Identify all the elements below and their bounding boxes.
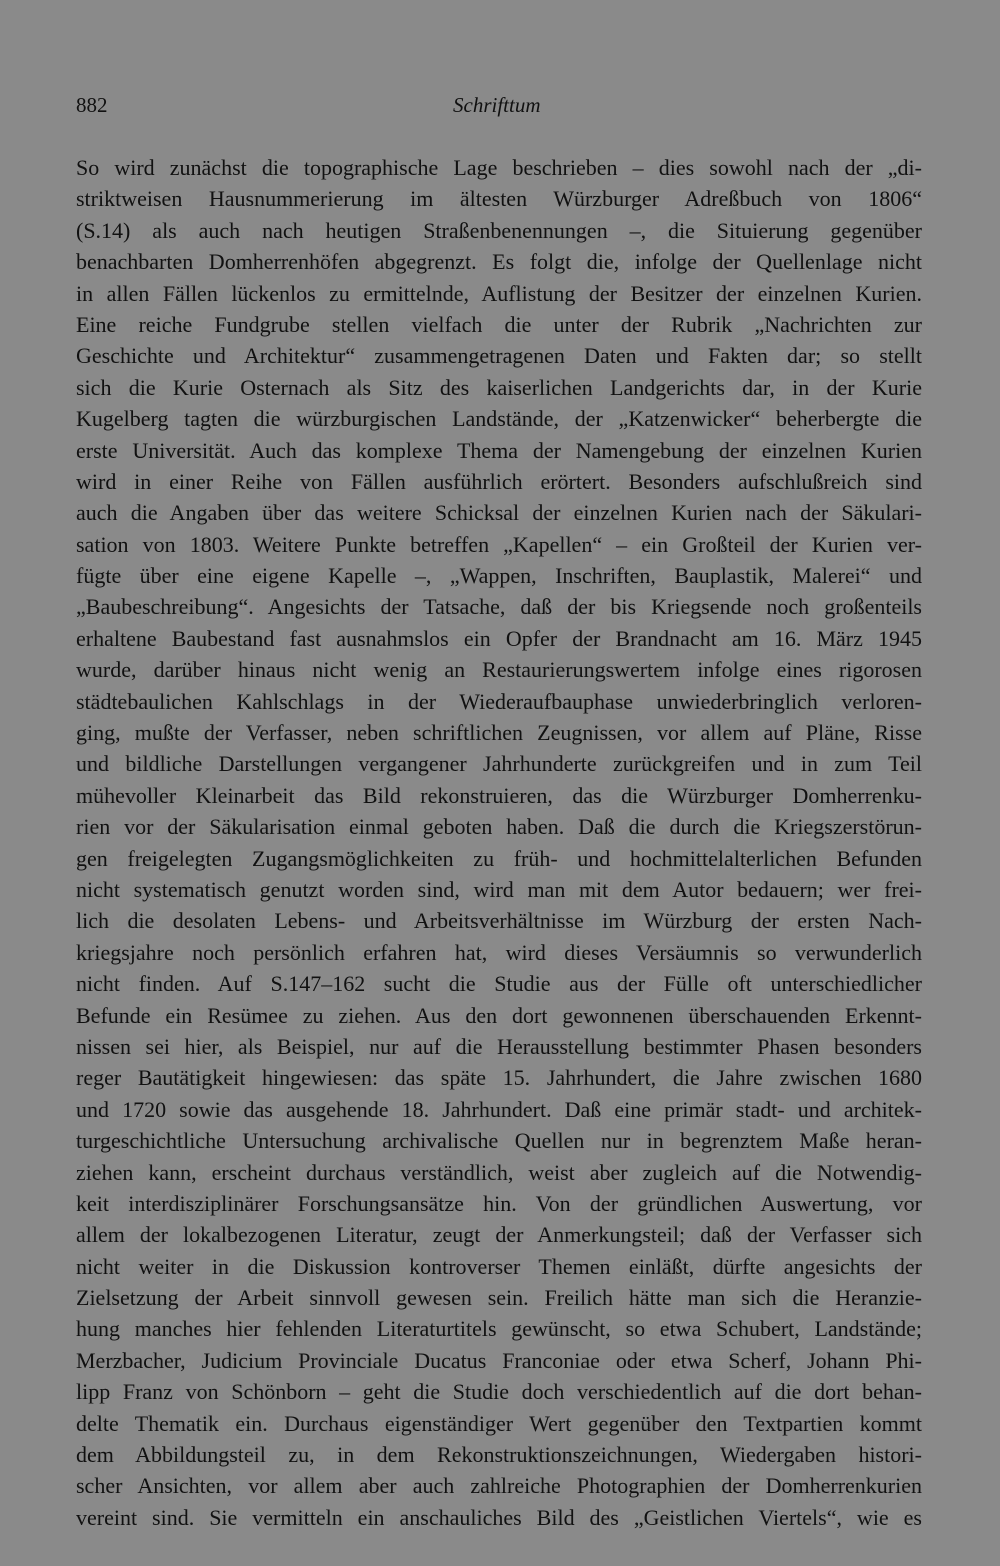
- text-line: allem der lokalbezogenen Literatur, zeugt der Anmerkungsteil; daß der Verfasser sich: [76, 1222, 922, 1248]
- text-line: Merzbacher, Judicium Provinciale Ducatus Franconiae oder etwa Scherf, Johann Phi-: [76, 1347, 922, 1373]
- text-line: Geschichte und Architektur“ zusammengetragenen Daten und Fakten dar; so stellt: [76, 343, 922, 369]
- text-line: auch die Angaben über das weitere Schicksal der einzelnen Kurien nach der Säkulari-: [76, 500, 922, 526]
- text-line: striktweisen Hausnummerierung im ältesten Würzburger Adreßbuch von 1806“: [76, 186, 922, 212]
- text-line: gen freigelegten Zugangsmöglichkeiten zu früh- und hochmittelalterlichen Befunden: [76, 845, 922, 871]
- text-line: Zielsetzung der Arbeit sinnvoll gewesen sein. Freilich hätte man sich die Heranzie-: [76, 1285, 922, 1311]
- text-line: delte Thematik ein. Durchaus eigenständiger Wert gegenüber den Textpartien kommt: [76, 1410, 922, 1436]
- text-line: ging, mußte der Verfasser, neben schriftlichen Zeugnissen, vor allem auf Pläne, Risse: [76, 720, 922, 746]
- text-line: scher Ansichten, vor allem aber auch zahlreiche Photographien der Domherrenkurien: [76, 1473, 922, 1499]
- text-line: dem Abbildungsteil zu, in dem Rekonstruktionszeichnungen, Wiedergaben histori-: [76, 1442, 922, 1468]
- text-line: erste Universität. Auch das komplexe Thema der Namengebung der einzelnen Kurien: [76, 437, 922, 463]
- text-line: ziehen kann, erscheint durchaus verständlich, weist aber zugleich auf die Notwendig-: [76, 1159, 922, 1185]
- text-line: keit interdisziplinärer Forschungsansätze hin. Von der gründlichen Auswertung, vor: [76, 1190, 922, 1216]
- text-line: lipp Franz von Schönborn – geht die Studie doch verschiedentlich auf die dort behan-: [76, 1379, 922, 1405]
- text-line: und 1720 sowie das ausgehende 18. Jahrhundert. Daß eine primär stadt- und architek-: [76, 1096, 922, 1122]
- page-number: 882: [76, 93, 108, 117]
- text-line: nicht finden. Auf S.147–162 sucht die Studie aus der Fülle oft unterschiedlicher: [76, 971, 922, 997]
- text-line: erhaltene Baubestand fast ausnahmslos ein Opfer der Brandnacht am 16. März 1945: [76, 625, 922, 651]
- text-line: (S.14) als auch nach heutigen Straßenbenennungen –, die Situierung gegenüber: [76, 217, 922, 243]
- text-line: kriegsjahre noch persönlich erfahren hat, wird dieses Versäumnis so verwunderlich: [76, 939, 922, 965]
- text-line: in allen Fällen lückenlos zu ermittelnde, Auflistung der Besitzer der einzelnen Kurien.: [76, 280, 922, 306]
- text-line: wird in einer Reihe von Fällen ausführlich erörtert. Besonders aufschlußreich sind: [76, 468, 922, 494]
- text-line: „Baubeschreibung“. Angesichts der Tatsache, daß der bis Kriegsende noch großenteils: [76, 594, 922, 620]
- text-line: sation von 1803. Weitere Punkte betreffen „Kapellen“ – ein Großteil der Kurien ver-: [76, 531, 922, 557]
- text-line: städtebaulichen Kahlschlags in der Wiederaufbauphase unwiederbringlich verloren-: [76, 688, 922, 714]
- text-line: So wird zunächst die topographische Lage beschrieben – dies sowohl nach der „di-: [76, 155, 922, 180]
- text-line: Befunde ein Resümee zu ziehen. Aus den dort gewonnenen überschauenden Erkennt-: [76, 1002, 922, 1028]
- text-line: nicht weiter in die Diskussion kontroverser Themen einläßt, dürfte angesichts der: [76, 1253, 922, 1279]
- text-line: und bildliche Darstellungen vergangener Jahrhunderte zurückgreifen und in zum Teil: [76, 751, 922, 777]
- running-title: Schrifttum: [453, 93, 541, 117]
- text-line: nicht systematisch genutzt worden sind, wird man mit dem Autor bedauern; wer frei-: [76, 876, 922, 902]
- body-text: [76, 152, 922, 1533]
- page-header: [76, 88, 922, 122]
- text-line: Eine reiche Fundgrube stellen vielfach die unter der Rubrik „Nachrichten zur: [76, 311, 922, 337]
- text-line: reger Bautätigkeit hingewiesen: das späte 15. Jahrhundert, die Jahre zwischen 1680: [76, 1065, 922, 1091]
- text-line: Kugelberg tagten die würzburgischen Landstände, der „Katzenwicker“ beherbergte die: [76, 406, 922, 432]
- text-line: benachbarten Domherrenhöfen abgegrenzt. Es folgt die, infolge der Quellenlage nicht: [76, 249, 922, 275]
- text-line: sich die Kurie Osternach als Sitz des kaiserlichen Landgerichts dar, in der Kurie: [76, 374, 922, 400]
- text-line: wurde, darüber hinaus nicht wenig an Restaurierungswertem infolge eines rigorosen: [76, 657, 922, 683]
- text-line: hung manches hier fehlenden Literaturtitels gewünscht, so etwa Schubert, Landstände;: [76, 1316, 922, 1342]
- text-line: lich die desolaten Lebens- und Arbeitsverhältnisse im Würzburg der ersten Nach-: [76, 908, 922, 934]
- text-line: turgeschichtliche Untersuchung archivalische Quellen nur in begrenztem Maße heran-: [76, 1128, 922, 1154]
- text-line: nissen sei hier, als Beispiel, nur auf die Herausstellung bestimmter Phasen besonders: [76, 1033, 922, 1059]
- text-line: mühevoller Kleinarbeit das Bild rekonstruieren, das die Würzburger Domherrenku-: [76, 782, 922, 808]
- text-line: fügte über eine eigene Kapelle –, „Wappen, Inschriften, Bauplastik, Malerei“ und: [76, 563, 922, 589]
- text-line: rien vor der Säkularisation einmal geboten haben. Daß die durch die Kriegszerstörun-: [76, 814, 922, 840]
- text-line: vereint sind. Sie vermitteln ein anschauliches Bild des „Geistlichen Viertels“, wie es: [76, 1504, 922, 1530]
